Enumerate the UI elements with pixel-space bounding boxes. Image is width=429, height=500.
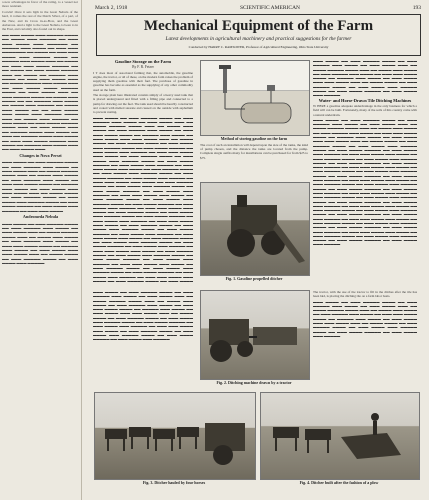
figure-plow-ditcher: [260, 392, 420, 480]
horse-ditcher-photo: [95, 393, 255, 479]
running-header: [95, 5, 421, 13]
figure-5-caption: Fig. 4. Ditcher built after the fashion of a plow: [299, 480, 379, 485]
left-heading: Changes in Nova Persei: [19, 152, 62, 158]
figure-gasoline-storage: [200, 60, 310, 136]
left-paragraph: a new advantages in favor of the rating, to a vessel not more resistant.: [2, 0, 78, 9]
article-column-3: ▬▬▬ ▬▬▬▬ ▬▬ ▬▬▬ ▬▬▬▬▬ ▬▬▬▬ ▬▬ ▬▬▬ ▬▬▬▬▬ ▬▬▬ ▬▬▬▬ ▬▬ ▬▬▬ ▬▬▬▬ ▬▬▬ ▬▬ ▬▬▬▬ ▬▬▬▬▬ ▬▬▬▬ ▬▬▬ ▬▬ ▬▬▬▬ ▬▬▬ ▬▬▬▬ ▬▬ ▬▬▬ ▬▬▬▬▬ ▬▬▬ ▬▬▬▬ ▬▬ ▬▬▬ ▬▬▬ ▬▬▬▬ ▬▬▬▬ ▬▬ ▬▬▬▬▬ ▬▬▬ ▬▬▬▬ ▬▬ ▬▬▬ ▬▬▬▬ ▬▬▬ ▬▬▬ ▬▬▬▬ ▬▬▬ ▬▬ ▬▬▬▬ ▬▬▬▬ ▬▬ ▬▬▬ ▬▬▬▬▬ ▬▬▬▬ ▬▬ ▬▬▬ ▬▬▬▬ ▬▬▬ ▬▬▬▬▬ ▬▬▬▬ ▬▬ ▬▬▬ ▬▬▬▬ ▬▬▬▬▬ ▬▬ ▬▬▬ ▬▬▬▬ ▬▬▬ ▬▬▬▬▬ Water- and Horse-Drawn Tile Ditching Machines W HERE a gasoline adequate underdrainage in the only business for which a field will can be built. Fortunately, many of the soils of this country come with a natural underdrain. ▬▬▬ ▬▬▬▬ ▬▬ ▬▬▬ ▬▬▬▬▬ ▬▬▬▬ ▬▬ ▬▬▬ ▬▬▬▬▬ ▬▬▬ ▬▬▬▬ ▬▬ ▬▬▬ ▬▬▬▬ ▬▬▬ ▬▬ ▬▬▬▬ ▬▬▬▬▬ ▬▬▬▬ ▬▬▬ ▬▬ ▬▬▬▬ ▬▬▬ ▬▬▬▬ ▬▬ ▬▬▬ ▬▬▬▬▬ ▬▬▬ ▬▬▬▬ ▬▬ ▬▬▬ ▬▬▬ ▬▬▬▬ ▬▬▬▬ ▬▬ ▬▬▬▬▬ ▬▬▬ ▬▬▬▬ ▬▬ ▬▬▬ ▬▬▬▬ ▬▬▬ ▬▬▬ ▬▬▬▬ ▬▬▬ ▬▬ ▬▬▬▬ ▬▬▬▬ ▬▬ ▬▬▬ ▬▬▬▬▬ ▬▬▬▬ ▬▬ ▬▬▬ ▬▬▬▬ ▬▬▬ ▬▬▬▬▬ ▬▬▬▬ ▬▬ ▬▬▬ ▬▬▬▬ ▬▬▬▬▬ ▬▬ ▬▬▬ ▬▬▬▬ ▬▬▬ ▬▬▬▬▬ ▬▬ ▬▬▬ ▬▬▬ ▬▬▬▬ ▬▬▬ ▬▬▬▬ ▬▬ ▬▬▬ ▬▬▬▬▬ ▬▬▬▬ ▬▬ ▬▬▬ ▬▬▬▬ ▬▬▬ ▬▬▬▬▬ ▬▬▬▬ ▬▬ ▬▬▬ ▬▬▬▬ ▬▬▬▬▬ ▬▬ ▬▬▬ ▬▬▬▬ ▬▬▬ ▬▬▬▬▬ ▬▬ ▬▬▬ ▬▬▬ ▬▬▬▬ ▬▬▬ ▬▬▬▬ ▬▬ ▬▬▬ ▬▬▬▬▬ ▬▬▬▬ ▬▬ ▬▬▬ ▬▬▬▬ ▬▬▬ ▬▬▬▬▬ ▬▬▬▬ ▬▬ ▬▬▬ ▬▬▬▬ ▬▬▬▬▬ ▬▬ ▬▬▬ ▬▬▬▬ ▬▬▬ ▬▬▬▬▬ ▬▬ ▬▬▬ ▬▬▬ ▬▬▬▬ ▬▬▬ ▬▬▬▬ ▬▬ ▬▬▬ ▬▬▬▬▬ ▬▬▬▬ ▬▬ ▬▬▬ ▬▬▬▬ ▬▬▬ ▬▬▬▬▬ ▬▬▬▬ ▬▬ ▬▬▬ ▬▬▬▬ ▬▬▬▬▬ ▬▬ ▬▬▬ ▬▬▬▬ ▬▬▬ ▬▬▬▬▬ ▬▬ ▬▬▬ ▬▬▬ ▬▬▬▬ ▬▬▬ ▬▬▬▬ ▬▬ ▬▬▬ ▬▬▬▬▬ ▬▬▬▬ ▬▬ ▬▬▬ ▬▬▬▬ ▬▬▬ ▬▬▬▬▬ ▬▬▬▬ ▬▬ ▬▬▬ ▬▬▬▬ ▬▬▬▬▬ ▬▬ ▬▬▬ ▬▬▬▬ ▬▬▬ ▬▬▬▬▬ ▬▬ ▬▬▬ ▬▬▬ ▬▬▬▬ ▬▬▬ ▬▬▬▬ ▬▬ ▬▬▬ ▬▬▬▬▬ ▬▬▬▬ ▬▬ ▬▬▬ ▬▬▬▬ ▬▬▬ ▬▬▬▬▬ ▬▬▬▬ ▬▬ ▬▬▬ ▬▬▬▬ ▬▬▬▬▬ ▬▬ ▬▬▬ ▬▬▬▬ ▬▬▬ ▬▬▬▬▬ ▬▬ ▬▬▬ ▬▬▬ ▬▬▬▬ ▬▬▬ ▬▬▬▬ ▬▬ ▬▬▬ ▬▬▬▬▬ ▬▬▬▬ ▬▬ ▬▬▬ ▬▬▬▬ ▬▬▬ ▬▬▬▬▬ ▬▬▬▬ ▬▬ ▬▬▬ ▬▬▬▬ ▬▬▬▬▬ ▬▬ ▬▬▬ ▬▬▬▬ ▬▬▬ ▬▬▬▬▬ ▬▬ ▬▬▬ ▬▬▬ ▬▬▬▬ ▬▬▬ ▬▬▬▬ ▬▬ ▬▬▬ ▬▬▬▬▬ ▬▬▬▬ ▬▬ ▬▬▬ ▬▬▬▬ ▬▬▬ ▬▬▬▬▬ ▬▬▬▬ ▬▬ ▬▬▬ ▬▬▬▬ ▬▬▬▬▬ ▬▬ ▬▬▬ ▬▬▬▬ ▬▬▬ ▬▬▬▬▬: [313, 59, 417, 247]
left-heading: Andromeda Nebula: [22, 214, 59, 220]
paragraph: I T does most of associated farming that, the automobile, the gasoline engine, the tractor, or all of these, on the modern farm raises the problem of supplying them gasoline with their fuel. The purchase of gasoline in gasoline has become as essential as the supplying of any other commodity used on the farm.: [93, 70, 193, 92]
article-column-1-lower: ▬▬▬ ▬▬▬▬ ▬▬ ▬▬▬ ▬▬▬▬▬ ▬▬▬▬ ▬▬ ▬▬▬ ▬▬▬▬▬ ▬▬▬ ▬▬▬▬ ▬▬ ▬▬▬ ▬▬▬▬ ▬▬▬ ▬▬ ▬▬▬▬ ▬▬▬▬▬ ▬▬▬▬ ▬▬▬ ▬▬ ▬▬▬▬ ▬▬▬ ▬▬▬▬ ▬▬ ▬▬▬ ▬▬▬▬▬ ▬▬▬ ▬▬▬▬ ▬▬ ▬▬▬ ▬▬▬ ▬▬▬▬ ▬▬▬▬ ▬▬ ▬▬▬▬▬ ▬▬▬ ▬▬▬▬ ▬▬ ▬▬▬ ▬▬▬▬ ▬▬▬ ▬▬▬ ▬▬▬▬ ▬▬▬ ▬▬ ▬▬▬▬ ▬▬▬▬ ▬▬ ▬▬▬ ▬▬▬▬▬ ▬▬▬▬ ▬▬ ▬▬▬ ▬▬▬▬ ▬▬▬ ▬▬▬▬▬ ▬▬▬▬ ▬▬ ▬▬▬ ▬▬▬▬ ▬▬▬▬▬ ▬▬ ▬▬▬ ▬▬▬▬ ▬▬▬ ▬▬▬▬▬ ▬▬ ▬▬▬ ▬▬▬ ▬▬▬▬ ▬▬▬ ▬▬▬▬ ▬▬ ▬▬▬ ▬▬▬▬▬ ▬▬▬▬ ▬▬ ▬▬▬ ▬▬▬▬ ▬▬▬ ▬▬▬▬▬ ▬▬▬▬ ▬▬ ▬▬▬ ▬▬▬▬ ▬▬▬▬▬ ▬▬ ▬▬▬ ▬▬▬▬ ▬▬▬ ▬▬▬▬▬: [93, 290, 193, 342]
figure-1-caption: Method of storing gasoline on the farm: [220, 136, 288, 141]
article-title: Mechanical Equipment of the Farm: [143, 18, 374, 34]
paragraph: W HERE a gasoline adequate underdrainage in the only business for which a field will can be built. Fortunately, many of the soils of this country come with a natural underdrain.: [313, 103, 417, 117]
magazine-name: SCIENTIFIC AMERICAN: [239, 5, 301, 11]
figure-3-caption: Fig. 2. Ditching machine drawn by a tractor: [216, 380, 292, 385]
left-paragraph: Corwin! Once it sets ligth in the Great Nebula of the hard, it comes the rest of the Dutch Silver, of a part, of the New, and its Cross in-as-Bow, and the Great Auberous. And a light to the Great Nebula, is been to in the East, and certainly also found out in shape.: [2, 9, 78, 32]
figure-1-text: The cost of such an installation will depend upon the size of the tanks, the kind of pump chosen, and the distance the tanks are located from the pump. Complete single outfits many for installations can be purchased for from $25 to $75.: [200, 143, 308, 160]
title-box: [96, 14, 421, 56]
figure-2-caption: Fig. 1. Gasoline propelled ditcher: [225, 276, 283, 281]
author: By F. R. Fetzer: [132, 65, 154, 70]
tractor-ditcher-photo: [201, 291, 309, 379]
figure-gasoline-ditcher: [200, 182, 310, 276]
paragraph: The storage plant here illustrated consists simply of a heavy steel tank that is placed underground and fitted with a filling pipe and connected to a pump for drawing out the fuel. The tank used should be heavily constructed and coated with melted stearate and caused on the outside with asphaltum to prevent rusting.: [93, 93, 193, 115]
page-number: 193: [412, 5, 421, 11]
gasoline-storage-diagram: [201, 61, 309, 135]
column-divider: [81, 0, 82, 500]
gasoline-ditcher-photo: [201, 183, 309, 275]
byline: Conducted by HARRY C. RAMSOWER, Professor of Agricultural Engineering, Ohio State University: [188, 45, 329, 49]
plow-ditcher-photo: [261, 393, 419, 479]
section-heading: Gasoline Storage on the Farm: [114, 59, 172, 64]
paragraph: The tractor, with the use of the tractor to fill in the ditches after the tile has been laid, is placing the ditching tile on a farm labor basis.: [313, 290, 417, 299]
article-subtitle: Latest developments in agricultural machinery and practical suggestions for the farmer: [165, 36, 352, 42]
section-heading: Water- and Horse-Drawn Tile Ditching Machines: [318, 97, 412, 103]
figure-horse-ditcher: [94, 392, 256, 480]
figure-tractor-ditcher: [200, 290, 310, 380]
left-column-text: a new advantages in favor of the rating, to a vessel not more resistant. Corwin! Once it sets ligth in the Great Nebula of the hard, it comes the rest of the Dutch Silver, of a part, of the New, and its Cross in-as-Bow, and the Great Auberous. And a light to the Great Nebula, is been to in the East, and certainly also found out in shape. ▬▬ ▬▬▬ ▬▬▬▬ ▬▬▬ ▬▬▬▬▬ ▬▬▬▬ ▬▬ ▬▬▬▬ ▬▬▬ ▬▬▬▬▬ ▬▬ ▬▬▬ ▬▬▬ ▬▬▬▬ ▬▬▬ ▬▬▬▬▬▬ ▬▬ ▬▬▬▬▬ ▬▬▬ ▬▬▬▬ ▬▬ ▬▬▬ ▬▬▬ ▬▬▬▬▬▬▬ ▬▬ ▬▬▬▬ ▬▬ ▬▬▬ ▬▬▬ ▬▬▬▬ ▬▬▬ ▬▬▬▬▬ ▬▬▬▬ ▬▬ ▬▬▬▬▬ ▬▬▬ ▬▬▬▬ ▬▬▬ ▬▬ ▬▬▬▬ ▬▬ ▬▬▬ ▬▬▬ ▬▬▬▬ ▬▬▬▬▬ ▬▬ ▬▬ ▬▬▬▬ ▬▬ ▬▬▬ ▬▬▬▬ ▬▬▬▬▬ ▬▬▬ ▬▬ ▬▬▬▬ ▬▬ ▬▬▬▬▬ ▬▬▬ ▬▬▬▬ ▬▬ ▬▬▬ ▬▬▬ ▬▬▬▬ ▬▬▬ ▬▬ ▬▬▬▬ ▬▬▬▬▬ ▬▬▬ ▬▬▬▬ ▬▬▬ ▬▬ ▬▬▬ ▬▬▬▬ ▬▬▬▬ ▬▬▬▬▬ ▬▬▬▬ ▬▬ ▬▬▬ ▬▬▬▬ ▬▬▬ ▬▬ ▬▬▬ ▬▬▬▬▬ ▬▬▬▬ ▬▬ ▬▬▬▬ ▬▬▬ ▬▬▬▬ ▬▬ ▬▬ ▬▬▬▬▬ ▬▬▬ ▬▬▬▬ ▬▬ ▬▬▬▬ ▬▬▬ ▬▬▬▬▬ ▬▬ ▬▬▬▬ ▬▬▬ ▬▬▬▬ ▬▬ ▬▬ ▬▬▬ ▬▬▬▬ ▬▬▬ ▬▬▬▬ ▬▬▬ ▬▬▬▬▬ ▬▬▬▬ ▬▬▬ ▬▬ ▬▬▬▬ ▬▬▬ ▬▬▬▬▬ ▬▬ ▬▬▬ ▬▬▬▬ ▬▬ ▬▬▬ ▬▬▬▬ ▬▬▬▬▬ ▬▬▬▬ ▬▬▬ ▬▬ ▬▬▬ ▬▬▬▬ ▬▬▬ ▬▬ ▬▬▬▬▬ ▬▬▬▬ ▬▬▬ ▬▬▬▬ ▬▬ ▬▬▬ ▬▬ ▬▬▬▬▬ ▬▬▬▬ ▬▬▬ ▬▬▬▬ ▬▬ ▬▬▬ ▬▬▬ ▬▬▬▬ ▬▬▬▬▬ ▬▬▬ ▬▬▬▬ ▬▬ ▬▬▬▬▬ ▬▬▬ ▬▬▬▬ ▬▬▬ ▬▬ ▬▬▬ ▬▬▬▬ ▬▬▬ Changes in Nova Persei ▬▬▬ ▬▬▬▬ ▬▬ ▬▬▬ ▬▬▬▬▬ ▬▬▬▬ ▬▬ ▬▬▬ ▬▬▬▬▬ ▬▬▬ ▬▬▬▬ ▬▬ ▬▬▬ ▬▬▬▬ ▬▬▬ ▬▬ ▬▬▬▬ ▬▬▬▬▬ ▬▬▬▬ ▬▬▬ ▬▬ ▬▬▬▬ ▬▬▬ ▬▬▬▬ ▬▬ ▬▬▬ ▬▬▬▬▬ ▬▬▬ ▬▬▬▬ ▬▬ ▬▬▬ ▬▬▬ ▬▬▬▬ ▬▬▬▬ ▬▬ ▬▬▬▬▬ ▬▬▬ ▬▬▬▬ ▬▬ ▬▬▬ ▬▬▬▬ ▬▬▬ ▬▬▬ ▬▬▬▬ ▬▬▬ ▬▬ ▬▬▬▬ ▬▬▬▬ ▬▬ ▬▬▬ ▬▬▬▬▬ ▬▬▬▬ ▬▬ ▬▬▬ ▬▬▬▬ ▬▬▬ ▬▬▬▬▬ ▬▬▬▬ ▬▬ ▬▬▬ ▬▬▬▬ ▬▬▬▬▬ ▬▬ ▬▬▬ ▬▬▬▬ ▬▬▬ ▬▬▬▬▬ ▬▬ ▬▬▬ ▬▬▬ ▬▬▬▬ Andromeda Nebula ▬▬▬ ▬▬▬▬ ▬▬ ▬▬▬ ▬▬▬▬▬ ▬▬▬▬ ▬▬ ▬▬▬ ▬▬▬▬▬ ▬▬▬ ▬▬▬▬ ▬▬ ▬▬▬ ▬▬▬▬ ▬▬▬ ▬▬ ▬▬▬▬ ▬▬▬▬▬ ▬▬▬▬ ▬▬▬ ▬▬ ▬▬▬▬ ▬▬▬ ▬▬▬▬ ▬▬ ▬▬▬ ▬▬▬▬▬ ▬▬▬ ▬▬▬▬ ▬▬ ▬▬▬ ▬▬▬ ▬▬▬▬ ▬▬▬▬ ▬▬ ▬▬▬▬▬ ▬▬▬ ▬▬▬▬ ▬▬ ▬▬▬ ▬▬▬▬ ▬▬▬ ▬▬▬ ▬▬▬▬ ▬▬▬ ▬▬ ▬▬▬▬ ▬▬▬▬ ▬▬ ▬▬▬ ▬▬▬▬▬ ▬▬▬▬ ▬▬ ▬▬▬ ▬▬▬▬ ▬▬▬ ▬▬▬▬▬: [0, 0, 81, 500]
article-column-1: Gasoline Storage on the Farm By F. R. Fetzer I T does most of associated farming that, the automobile, the gasoline engine, the tractor, or all of these, on the modern farm raises the problem of supplying them gasoline with their fuel. The purchase of gasoline in gasoline has become as essential as the supplying of any other commodity used on the farm. The storage plant here illustrated consists simply of a heavy steel tank that is placed underground and fitted with a filling pipe and connected to a pump for drawing out the fuel. The tank used should be heavily constructed and coated with melted stearate and caused on the outside with asphaltum to prevent rusting. ▬▬▬ ▬▬▬▬ ▬▬ ▬▬▬ ▬▬▬▬▬ ▬▬▬▬ ▬▬ ▬▬▬ ▬▬▬▬▬ ▬▬▬ ▬▬▬▬ ▬▬ ▬▬▬ ▬▬▬▬ ▬▬▬ ▬▬ ▬▬▬▬ ▬▬▬▬▬ ▬▬▬▬ ▬▬▬ ▬▬ ▬▬▬▬ ▬▬▬ ▬▬▬▬ ▬▬ ▬▬▬ ▬▬▬▬▬ ▬▬▬ ▬▬▬▬ ▬▬ ▬▬▬ ▬▬▬ ▬▬▬▬ ▬▬▬▬ ▬▬ ▬▬▬▬▬ ▬▬▬ ▬▬▬▬ ▬▬ ▬▬▬ ▬▬▬▬ ▬▬▬ ▬▬▬ ▬▬▬▬ ▬▬▬ ▬▬ ▬▬▬▬ ▬▬▬▬ ▬▬ ▬▬▬ ▬▬▬▬▬ ▬▬▬▬ ▬▬ ▬▬▬ ▬▬▬▬ ▬▬▬ ▬▬▬▬▬ ▬▬▬▬ ▬▬ ▬▬▬ ▬▬▬▬ ▬▬▬▬▬ ▬▬ ▬▬▬ ▬▬▬▬ ▬▬▬ ▬▬▬▬▬ ▬▬ ▬▬▬ ▬▬▬ ▬▬▬▬ ▬▬▬ ▬▬▬▬ ▬▬ ▬▬▬ ▬▬▬▬▬ ▬▬▬▬ ▬▬ ▬▬▬ ▬▬▬▬ ▬▬▬ ▬▬▬▬▬ ▬▬▬▬ ▬▬ ▬▬▬ ▬▬▬▬ ▬▬▬▬▬ ▬▬ ▬▬▬ ▬▬▬▬ ▬▬▬ ▬▬▬▬▬ ▬▬ ▬▬▬ ▬▬▬ ▬▬▬▬ ▬▬▬ ▬▬▬▬ ▬▬ ▬▬▬ ▬▬▬▬▬ ▬▬▬▬ ▬▬ ▬▬▬ ▬▬▬▬ ▬▬▬ ▬▬▬▬▬ ▬▬▬▬ ▬▬ ▬▬▬ ▬▬▬▬ ▬▬▬▬▬ ▬▬ ▬▬▬ ▬▬▬▬ ▬▬▬ ▬▬▬▬▬ ▬▬ ▬▬▬ ▬▬▬ ▬▬▬▬ ▬▬▬ ▬▬▬▬ ▬▬ ▬▬▬ ▬▬▬▬▬ ▬▬▬▬ ▬▬ ▬▬▬ ▬▬▬▬ ▬▬▬ ▬▬▬▬▬ ▬▬▬▬ ▬▬ ▬▬▬ ▬▬▬▬ ▬▬▬▬▬ ▬▬ ▬▬▬ ▬▬▬▬ ▬▬▬ ▬▬▬▬▬ ▬▬ ▬▬▬ ▬▬▬ ▬▬▬▬ ▬▬▬ ▬▬▬▬ ▬▬ ▬▬▬ ▬▬▬▬▬ ▬▬▬▬ ▬▬ ▬▬▬ ▬▬▬▬ ▬▬▬ ▬▬▬▬▬ ▬▬▬▬ ▬▬ ▬▬▬ ▬▬▬▬ ▬▬▬▬▬ ▬▬ ▬▬▬ ▬▬▬▬ ▬▬▬ ▬▬▬▬▬ ▬▬ ▬▬▬ ▬▬▬ ▬▬▬▬ ▬▬▬ ▬▬▬▬ ▬▬ ▬▬▬ ▬▬▬▬▬ ▬▬▬▬ ▬▬ ▬▬▬ ▬▬▬▬ ▬▬▬ ▬▬▬▬▬ ▬▬▬▬ ▬▬ ▬▬▬ ▬▬▬▬ ▬▬▬▬▬ ▬▬ ▬▬▬ ▬▬▬▬ ▬▬▬ ▬▬▬▬▬ ▬▬ ▬▬▬ ▬▬▬ ▬▬▬▬ ▬▬▬ ▬▬▬▬ ▬▬ ▬▬▬ ▬▬▬▬▬ ▬▬▬▬ ▬▬ ▬▬▬ ▬▬▬▬ ▬▬▬ ▬▬▬▬▬ ▬▬▬▬ ▬▬ ▬▬▬ ▬▬▬▬ ▬▬▬▬▬ ▬▬ ▬▬▬ ▬▬▬▬ ▬▬▬ ▬▬▬▬▬ ▬▬ ▬▬▬ ▬▬▬ ▬▬▬▬ ▬▬▬ ▬▬▬▬ ▬▬ ▬▬▬ ▬▬▬▬▬ ▬▬▬▬ ▬▬ ▬▬▬ ▬▬▬▬ ▬▬▬ ▬▬▬▬▬ ▬▬▬▬ ▬▬ ▬▬▬ ▬▬▬▬ ▬▬▬▬▬ ▬▬ ▬▬▬ ▬▬▬▬ ▬▬▬ ▬▬▬▬▬ ▬▬ ▬▬▬ ▬▬▬ ▬▬▬▬ ▬▬▬ ▬▬▬▬ ▬▬ ▬▬▬ ▬▬▬▬▬ ▬▬▬▬ ▬▬ ▬▬▬ ▬▬▬▬ ▬▬▬ ▬▬▬▬▬ ▬▬▬▬ ▬▬ ▬▬▬ ▬▬▬▬ ▬▬▬▬▬ ▬▬ ▬▬▬ ▬▬▬▬ ▬▬▬ ▬▬▬▬▬ ▬▬ ▬▬▬ ▬▬▬ ▬▬▬▬ ▬▬▬ ▬▬▬▬ ▬▬ ▬▬▬ ▬▬▬▬▬ ▬▬▬▬ ▬▬ ▬▬▬ ▬▬▬▬ ▬▬▬ ▬▬▬▬▬ ▬▬▬▬ ▬▬ ▬▬▬ ▬▬▬▬ ▬▬▬▬▬ ▬▬ ▬▬▬ ▬▬▬▬ ▬▬▬ ▬▬▬▬▬ ▬▬ ▬▬▬ ▬▬▬ ▬▬▬▬ ▬▬▬ ▬▬▬▬ ▬▬ ▬▬▬ ▬▬▬▬▬ ▬▬▬▬ ▬▬ ▬▬▬ ▬▬▬▬: [93, 59, 193, 283]
article-column-3-lower: The tractor, with the use of the tractor to fill in the ditches after the tile has been laid, is placing the ditching tile on a farm labor basis. ▬▬▬ ▬▬▬▬ ▬▬ ▬▬▬ ▬▬▬▬▬ ▬▬▬▬ ▬▬ ▬▬▬ ▬▬▬▬▬ ▬▬▬ ▬▬▬▬ ▬▬ ▬▬▬ ▬▬▬▬ ▬▬▬ ▬▬ ▬▬▬▬ ▬▬▬▬▬ ▬▬▬▬ ▬▬▬ ▬▬ ▬▬▬▬ ▬▬▬ ▬▬▬▬ ▬▬ ▬▬▬ ▬▬▬▬▬ ▬▬▬ ▬▬▬▬ ▬▬ ▬▬▬ ▬▬▬ ▬▬▬▬ ▬▬▬▬ ▬▬ ▬▬▬▬▬ ▬▬▬ ▬▬▬▬ ▬▬ ▬▬▬ ▬▬▬▬ ▬▬▬ ▬▬▬ ▬▬▬▬ ▬▬▬ ▬▬ ▬▬▬▬ ▬▬▬▬ ▬▬ ▬▬▬ ▬▬▬▬▬ ▬▬▬▬ ▬▬ ▬▬▬ ▬▬▬▬ ▬▬▬ ▬▬▬▬▬ ▬▬▬▬ ▬▬ ▬▬▬ ▬▬▬▬ ▬▬▬▬▬ ▬▬ ▬▬▬ ▬▬▬▬ ▬▬▬ ▬▬▬▬▬: [313, 290, 417, 338]
issue-date: March 2, 1918: [95, 5, 128, 11]
figure-4-caption: Fig. 3. Ditcher hauled by four horses: [142, 480, 206, 485]
